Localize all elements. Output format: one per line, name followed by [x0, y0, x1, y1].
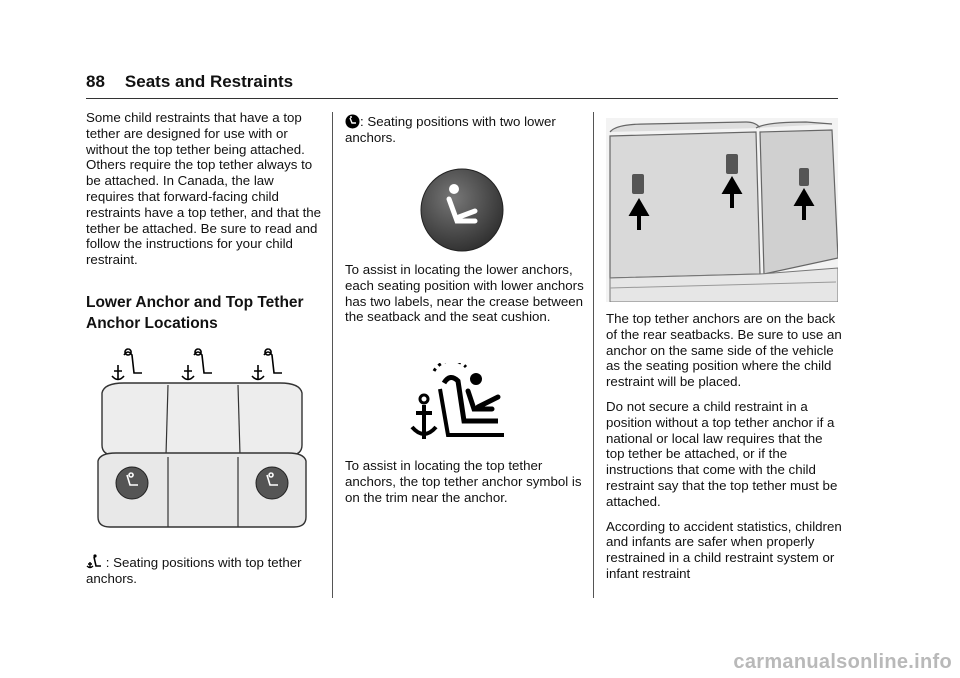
col3-para3-text: According to accident statistics, children and infants are safer when properly restrained in a child restraint system or infant restraint [606, 518, 842, 581]
column-2 [345, 114, 585, 155]
col2-para1-text: To assist in locating the lower anchors, each seating position with lower anchors has two labels, near the crease between the seatback and the seat cushion. [345, 262, 584, 325]
col2-paragraph-2 [345, 458, 585, 514]
subheading: Lower Anchor and Top Tether Anchor Locations [86, 294, 304, 332]
legend-lower-anchor [345, 114, 585, 146]
legend-lower-anchor-text: : Seating positions with two lower anchors. [345, 114, 556, 145]
col2-para2-text: To assist in locating the top tether anchors, the top tether anchor symbol is on the trim near the anchor. [345, 458, 582, 505]
page-header [86, 70, 838, 94]
tether-symbol-left [112, 349, 142, 380]
top-tether-anchor-symbol [410, 363, 514, 441]
column-3 [606, 311, 842, 591]
seatback-tether-photo [606, 118, 838, 302]
lower-anchor-icon [345, 114, 360, 129]
section-title: Seats and Restraints [124, 72, 294, 91]
watermark: carmanualsonline.info [733, 651, 952, 673]
lower-anchor-badge [419, 167, 505, 253]
top-tether-anchor-icon [86, 554, 102, 570]
rear-seat-diagram [94, 345, 310, 535]
column-divider-1 [332, 112, 333, 598]
tether-symbol-right [252, 349, 282, 380]
header-rule [86, 98, 838, 99]
column-1 [86, 110, 322, 277]
col3-para1-text: The top tether anchors are on the back of the rear seatbacks. Be sure to use an anchor on the same side of the vehicle as the seating position where the child restraint will be placed. [606, 311, 842, 390]
column-divider-2 [593, 112, 594, 598]
col3-para2-text: Do not secure a child restraint in a position without a top tether anchor if a national or local law requires that the top tether be attached, or if the instructions that come with the child restraint say that the top tether must be attached. [606, 398, 838, 509]
tether-symbol-center [182, 349, 212, 380]
legend-top-tether-text: : Seating positions with top tether anchors. [86, 555, 302, 586]
col1-paragraph: Some child restraints that have a top tether are designed for use with or without the top tether being attached. Others require the top tether always to be attached. In Canada, the law requires that forward-facing child restraints have a top tether, and that the tether be attached. Be sure to read and follow the instructions for your child restraint. [86, 110, 322, 268]
page-number: 88 [86, 72, 105, 91]
legend-top-tether [86, 554, 326, 587]
col2-paragraph-1 [345, 262, 585, 334]
